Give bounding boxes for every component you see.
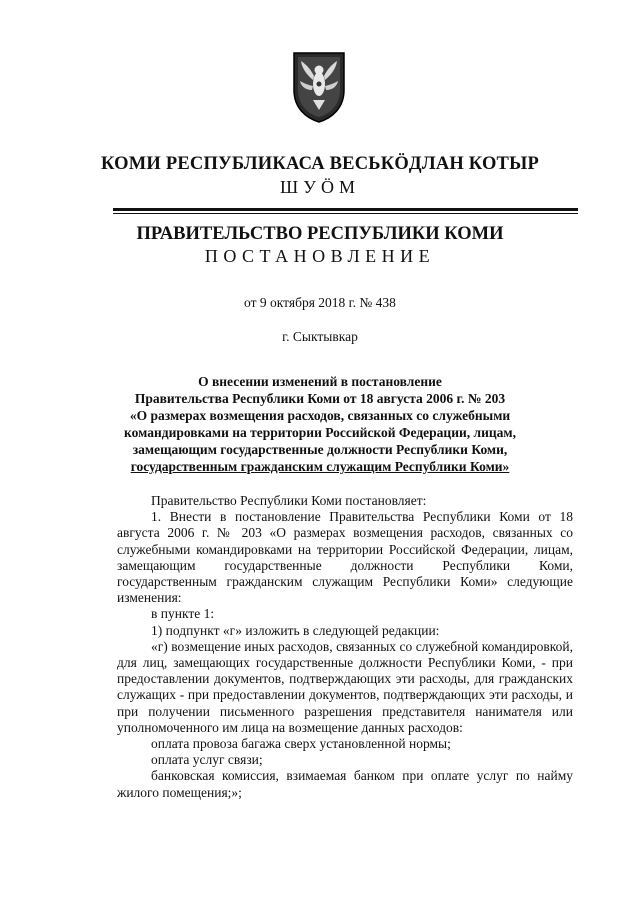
body-paragraph: 1) подпункт «г» изложить в следующей редакции: xyxy=(151,622,440,638)
body-paragraph: «г) возмещение иных расходов, связанных со служебной командировкой, для лиц, замещающих государственные должности Республики Коми, - при предоставлении документов, подтверждающих эти расходы, для гражданских служащих - при предоставлении документов, подтверждающих эти расходы, и при получении письменного разрешения представителя нанимателя или уполномоченного им лица на возмещение данных расходов: xyxy=(117,638,573,735)
subject-line: замещающим государственные должности Республики Коми, xyxy=(132,442,508,457)
body-paragraph: 1. Внести в постановление Правительства Республики Коми от 18 августа 2006 г. № 203 «О размерах возмещения расходов, связанных со служебными командировками на территории Российской Федерации, лицам, замещающим государственные должности Республики Коми, государственным гражданским служащим Республики Коми» следующие изменения: xyxy=(117,509,573,606)
document-city: г. Сыктывкар xyxy=(282,329,358,344)
subject-line: Правительства Республики Коми от 18 августа 2006 г. № 203 xyxy=(134,391,506,406)
subject-line: О внесении изменений в постановление xyxy=(198,374,442,389)
komi-title: КОМИ РЕСПУБЛИКАСА ВЕСЬКӦДЛАН КОТЫР xyxy=(101,154,539,174)
document-date-number: от 9 октября 2018 г. № 438 xyxy=(244,295,396,310)
body-paragraph: Правительство Республики Коми постановляет: xyxy=(151,493,427,508)
body-paragraph: в пункте 1: xyxy=(151,606,215,622)
body-paragraph: оплата провоза багажа сверх установленной нормы; xyxy=(151,736,451,752)
shuom-title: ШУӦМ xyxy=(280,177,360,197)
komi-coat-of-arms-icon xyxy=(290,50,348,124)
subject-line: «О размерах возмещения расходов, связанных со служебными xyxy=(129,408,511,423)
header-divider-thin xyxy=(113,213,578,214)
body-paragraph: оплата услуг связи; xyxy=(151,752,263,768)
document-body xyxy=(117,493,573,801)
document-subject xyxy=(90,373,550,475)
subject-line: командировками на территории Российской Федерации, лицам, xyxy=(124,425,516,440)
header-divider-thick xyxy=(113,208,578,211)
body-paragraph: банковская комиссия, взимаемая банком при оплате услуг по найму жилого помещения;»; xyxy=(117,768,573,800)
government-title: ПРАВИТЕЛЬСТВО РЕСПУБЛИКИ КОМИ xyxy=(136,224,504,244)
document-type: ПОСТАНОВЛЕНИЕ xyxy=(204,246,436,266)
subject-line: государственным гражданским служащим Республики Коми» xyxy=(130,459,510,474)
